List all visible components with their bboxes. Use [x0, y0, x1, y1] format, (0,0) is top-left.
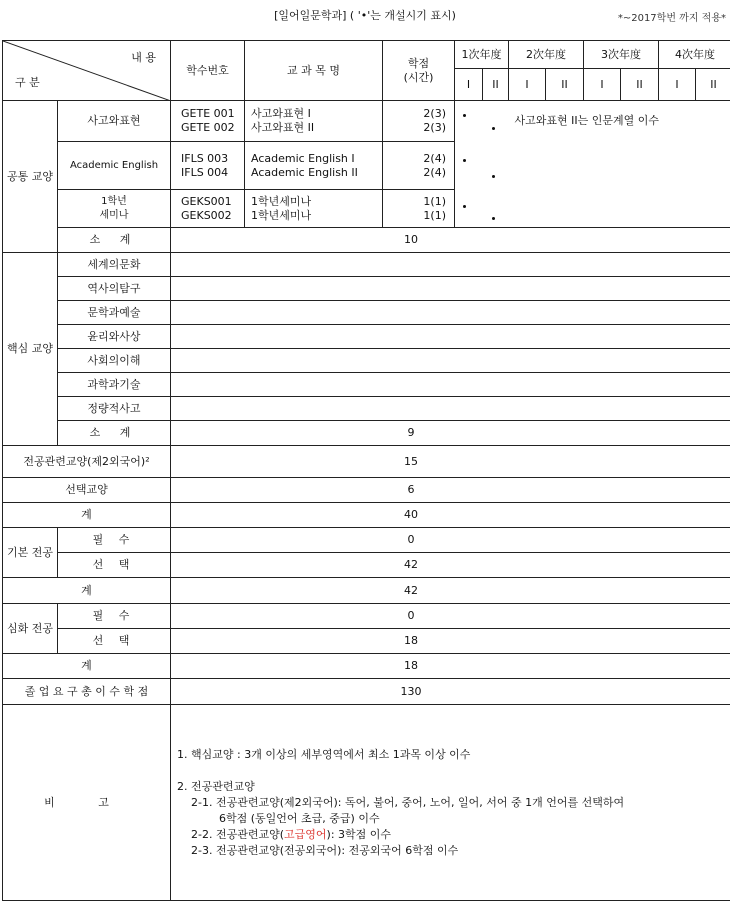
elective-label: 선 택 — [58, 553, 171, 578]
major-related-label: 전공관련교양(제2외국어)² — [3, 446, 171, 478]
header-year-2: 2次年度 — [509, 41, 584, 69]
remarks-label: 비 고 — [3, 705, 171, 901]
offering-marks-year1 — [455, 142, 509, 190]
total-row-2 — [3, 578, 730, 604]
common-row-english — [3, 142, 730, 190]
course-codes — [171, 101, 245, 142]
core-area-name: 역사의탐구 — [58, 277, 171, 301]
remark-text: ): 3학점 이수 — [326, 827, 392, 841]
total-label: 계 — [3, 503, 171, 528]
remarks-content — [171, 705, 730, 901]
core-area-name: 윤리와사상 — [58, 325, 171, 349]
applicability-note: *~2017학번 까지 적용* — [617, 13, 726, 24]
subtotal-value: 10 — [171, 228, 730, 253]
required-value: 0 — [171, 528, 730, 553]
basic-major-required-row — [3, 528, 730, 553]
total-value: 42 — [171, 578, 730, 604]
core-area-row — [3, 277, 730, 301]
subtotal-label: 소 계 — [58, 421, 171, 446]
required-value: 0 — [171, 604, 730, 629]
total-label: 계 — [3, 578, 171, 604]
remark-line: 6학점 (동일언어 초급, 중급) 이수 — [219, 811, 380, 825]
elective-label: 선택교양 — [3, 478, 171, 503]
course-titles — [245, 142, 383, 190]
graduation-value: 130 — [171, 679, 730, 705]
remark-line: 2. 전공관련교양 — [177, 779, 255, 793]
major-related-row — [3, 446, 730, 478]
core-subtotal-row — [3, 421, 730, 446]
header-category-label: 구 분 — [15, 76, 40, 89]
core-area-row — [3, 325, 730, 349]
semester-4-1: I — [659, 69, 696, 101]
remarks-row — [3, 705, 730, 901]
major-related-value: 15 — [171, 446, 730, 478]
remark-text: 2-2. 전공관련교양( — [191, 827, 285, 841]
total-value: 40 — [171, 503, 730, 528]
core-area-row — [3, 253, 730, 277]
common-label: 공통 교양 — [3, 101, 58, 253]
course-code: GEKS002 — [181, 208, 232, 222]
offering-dot — [463, 114, 466, 117]
header-year-3: 3次年度 — [584, 41, 659, 69]
advanced-major-label: 심화 전공 — [3, 604, 58, 654]
course-codes — [171, 142, 245, 190]
remark-line: 2-1. 전공관련교양(제2외국어): 독어, 불어, 중어, 노어, 일어, 서어 중 1개 언어를 선택하여 — [191, 795, 625, 809]
header-row-1 — [3, 41, 730, 69]
header-course-name: 교 과 목 명 — [245, 41, 383, 101]
course-group-name-line1: 1학년 — [101, 195, 127, 207]
course-codes — [171, 190, 245, 228]
core-area-name: 세계의문화 — [58, 253, 171, 277]
elective-row — [3, 478, 730, 503]
core-area-name: 과학과기술 — [58, 373, 171, 397]
remark-line — [177, 827, 730, 843]
elective-value: 18 — [171, 629, 730, 654]
advanced-major-required-row — [3, 604, 730, 629]
course-remark: 사고와표현 II는 인문계열 이수 — [509, 101, 730, 142]
graduation-label: 졸 업 요 구 총 이 수 학 점 — [3, 679, 171, 705]
course-group-name: Academic English — [58, 142, 171, 190]
required-label: 필 수 — [58, 528, 171, 553]
diagonal-header-cell — [3, 41, 171, 101]
common-row-seminar — [3, 190, 730, 228]
advanced-major-elective-row — [3, 629, 730, 654]
course-group-name: 사고와표현 — [58, 101, 171, 142]
core-area-row — [3, 397, 730, 421]
offering-dot — [463, 205, 466, 208]
header-credit — [383, 41, 455, 101]
course-credit: 1(1) — [423, 194, 446, 208]
offering-dot — [492, 175, 495, 178]
subtotal-label: 소 계 — [58, 228, 171, 253]
core-area-row — [3, 301, 730, 325]
common-row-thinking — [3, 101, 730, 142]
course-credit: 2(4) — [423, 165, 446, 179]
total-row-3 — [3, 654, 730, 679]
header-credit-line2: (시간) — [403, 70, 434, 84]
elective-label: 선 택 — [58, 629, 171, 654]
core-area-name: 정량적사고 — [58, 397, 171, 421]
offering-dot — [492, 127, 495, 130]
course-credits — [383, 101, 455, 142]
offering-dot — [463, 159, 466, 162]
core-area-name: 사회의이해 — [58, 349, 171, 373]
graduation-row — [3, 679, 730, 705]
course-group-name — [58, 190, 171, 228]
offering-marks-year1 — [455, 101, 509, 142]
header-content-label: 내 용 — [131, 51, 156, 64]
course-group-name-line2: 세미나 — [99, 209, 129, 221]
offering-marks-year1 — [455, 190, 509, 228]
core-area-name: 문학과예술 — [58, 301, 171, 325]
core-area-row — [3, 349, 730, 373]
course-credit: 2(3) — [423, 107, 446, 120]
total-label: 계 — [3, 654, 171, 679]
course-code: IFLS 003 — [181, 151, 229, 165]
course-title: 사고와표현 II — [251, 121, 315, 134]
course-credits — [383, 142, 455, 190]
header-year-4: 4次年度 — [659, 41, 730, 69]
semester-3-2: II — [621, 69, 659, 101]
course-title: 사고와표현 I — [251, 107, 311, 120]
course-credit: 2(4) — [423, 151, 446, 165]
course-title: 1학년세미나 — [251, 208, 312, 222]
header-credit-line1: 학점 — [407, 56, 430, 70]
course-credit: 2(3) — [423, 121, 446, 134]
header-year-1: 1次年度 — [455, 41, 509, 69]
header-course-no: 학수번호 — [171, 41, 245, 101]
subtotal-value: 9 — [171, 421, 730, 446]
course-title: Academic English II — [251, 165, 358, 179]
semester-2-1: I — [509, 69, 546, 101]
diagonal-line — [3, 41, 171, 101]
semester-2-2: II — [546, 69, 584, 101]
course-titles — [245, 101, 383, 142]
course-credits — [383, 190, 455, 228]
total-row-1 — [3, 503, 730, 528]
course-title: 1학년세미나 — [251, 194, 312, 208]
core-label: 핵심 교양 — [3, 253, 58, 446]
total-value: 18 — [171, 654, 730, 679]
required-label: 필 수 — [58, 604, 171, 629]
remark-line: 2-3. 전공관련교양(전공외국어): 전공외국어 6학점 이수 — [191, 843, 459, 857]
course-code: GETE 002 — [181, 121, 235, 134]
elective-value: 6 — [171, 478, 730, 503]
curriculum-table — [2, 40, 730, 901]
remark-highlight: 고급영어 — [284, 827, 327, 841]
semester-1-1: I — [455, 69, 483, 101]
course-code: GEKS001 — [181, 194, 232, 208]
course-credit: 1(1) — [423, 208, 446, 222]
remark-line: 1. 핵심교양 : 3개 이상의 세부영역에서 최소 1과목 이상 이수 — [177, 747, 471, 761]
course-code: IFLS 004 — [181, 165, 229, 179]
page-title: [일어일문학과] ( '•'는 개설시기 표시) — [274, 9, 456, 22]
common-subtotal-row — [3, 228, 730, 253]
semester-4-2: II — [696, 69, 730, 101]
core-area-row — [3, 373, 730, 397]
course-code: GETE 001 — [181, 107, 235, 120]
course-title: Academic English I — [251, 151, 355, 165]
elective-value: 42 — [171, 553, 730, 578]
basic-major-label: 기본 전공 — [3, 528, 58, 578]
semester-1-2: II — [483, 69, 509, 101]
offering-dot — [492, 217, 495, 220]
semester-3-1: I — [584, 69, 621, 101]
course-titles — [245, 190, 383, 228]
basic-major-elective-row — [3, 553, 730, 578]
